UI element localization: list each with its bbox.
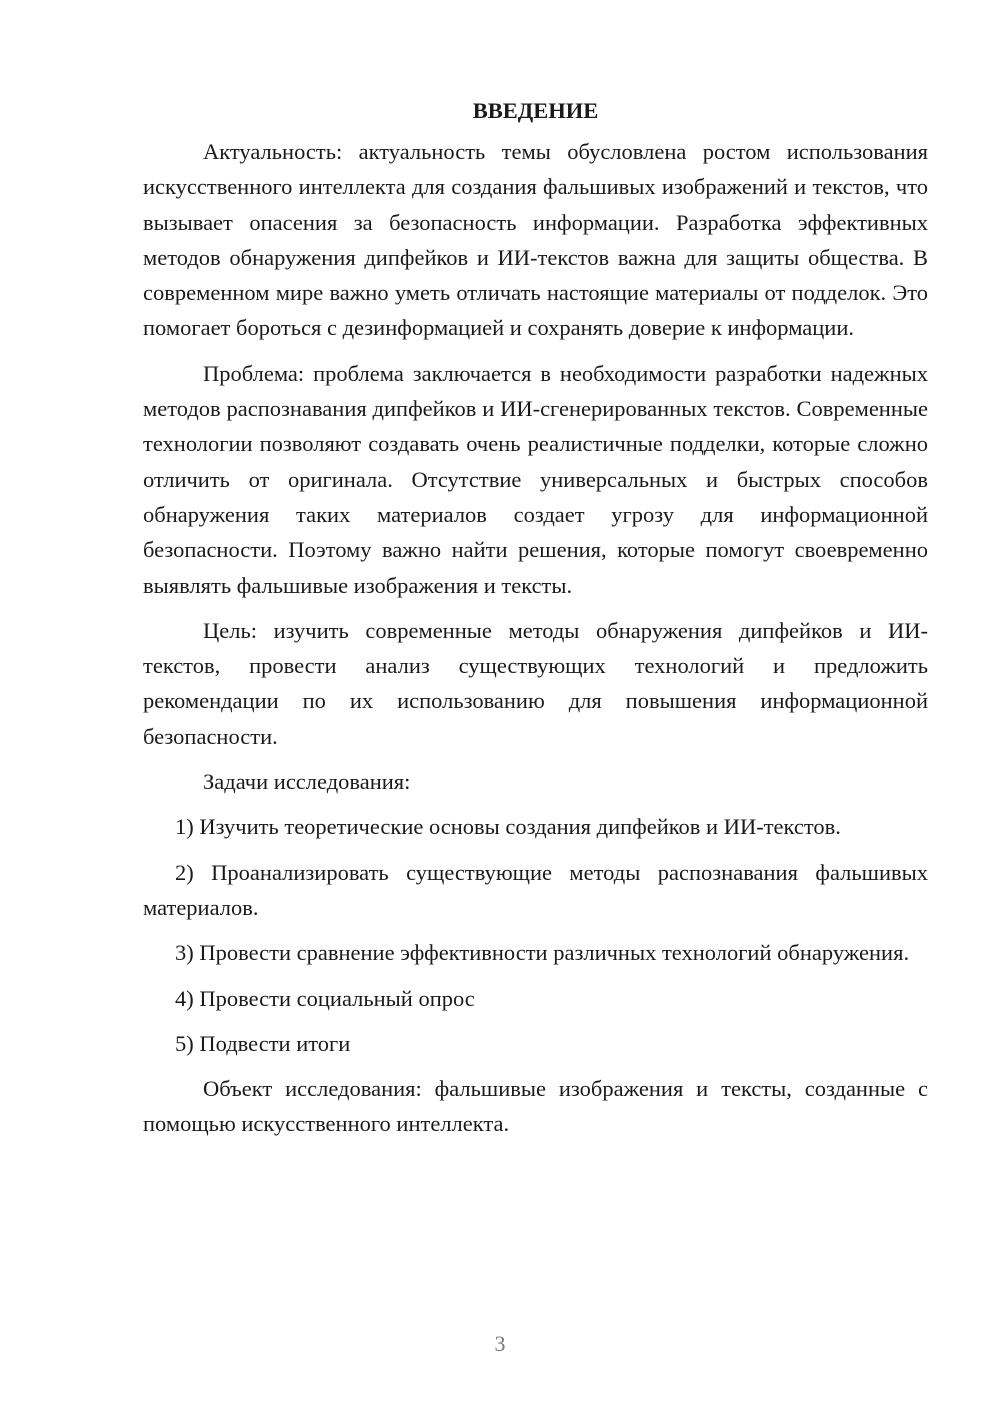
paragraph-problem: Проблема: проблема заключается в необходимости разработки надежных методов распознавания дипфейков и ИИ-сгенерированных текстов. Современные технологии позволяют создавать очень реалистичные подделки, которые сложно отличить от оригинала. Отсутствие универсальных и быстрых способов обнаружения таких материалов создает угрозу для информационной безопасности. Поэтому важно найти решения, которые помогут своевременно выявлять фальшивые изображения и тексты. — [143, 360, 928, 598]
paragraph-relevance: Актуальность: актуальность темы обусловлена ростом использования искусственного интеллекта для создания фальшивых изображений и текстов, что вызывает опасения за безопасность информации. Разработка эффективных методов обнаружения дипфейков и ИИ-текстов важна для защиты общества. В современном мире важно уметь отличать настоящие материалы от подделок. Это помогает бороться с дезинформацией и сохранять доверие к информации. — [143, 139, 928, 341]
tasks-title: Задачи исследования: — [203, 769, 411, 795]
paragraph-object: Объект исследования: фальшивые изображения и тексты, созданные с помощью искусственного интеллекта. — [143, 1076, 928, 1137]
task-item-2: 2) Проанализировать существующие методы распознавания фальшивых материалов. — [143, 859, 928, 920]
task-item-5: 5) Подвести итоги — [175, 1030, 351, 1056]
task-item-1: 1) Изучить теоретические основы создания дипфейков и ИИ-текстов. — [175, 814, 841, 840]
task-item-3: 3) Провести сравнение эффективности различных технологий обнаружения. — [175, 940, 910, 966]
task-item-4: 4) Провести социальный опрос — [175, 985, 475, 1011]
paragraph-goal: Цель: изучить современные методы обнаружения дипфейков и ИИ-текстов, провести анализ существующих технологий и предложить рекомендации по их использованию для повышения информационной безопасности. — [143, 617, 928, 749]
document-page — [143, 92, 928, 1142]
page-number: 3 — [494, 1331, 506, 1356]
section-heading: ВВЕДЕНИЕ — [472, 98, 599, 123]
